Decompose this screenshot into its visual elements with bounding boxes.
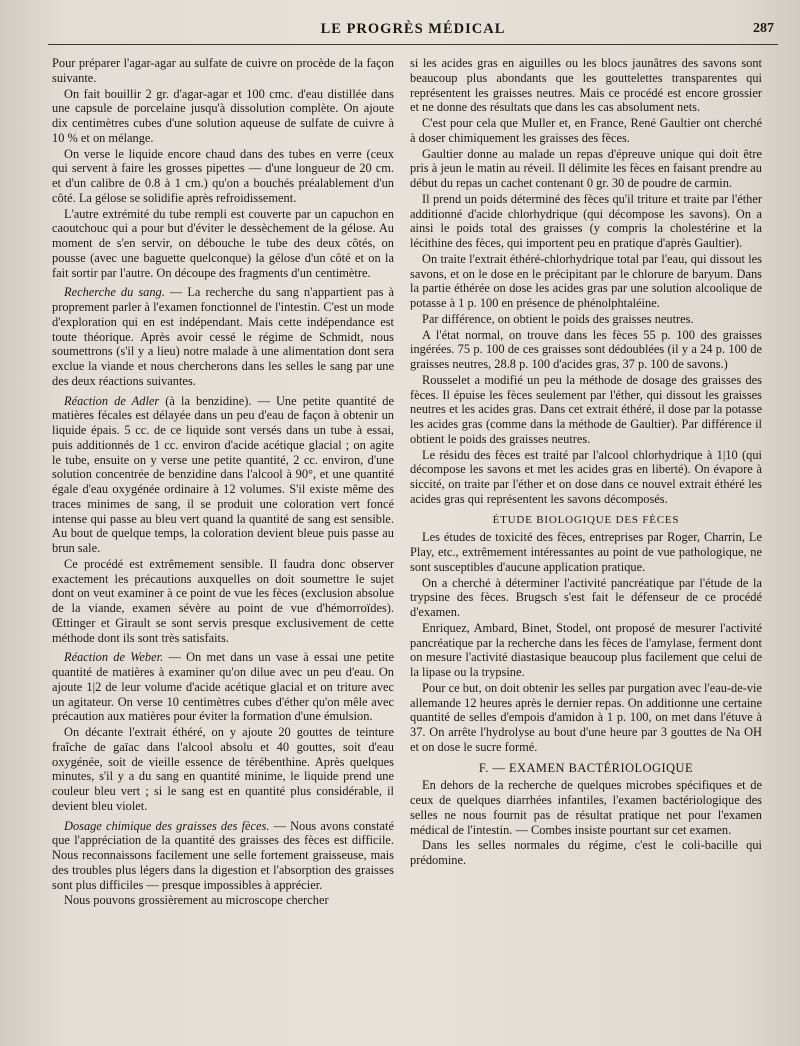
paragraph-dosage-graisses (52, 819, 394, 893)
paragraph: C'est pour cela que Muller et, en France, René Gaultier ont cherché à doser chimiquement les graisses des fèces. (410, 116, 762, 145)
paragraph-text: — La recherche du sang n'appartient pas à proprement parler à l'examen fonctionnel de l'intestin. C'est un mode d'exploration qui en est indépendant. Mais cette indépendance est toute théorique. Après avoir cessé le régime de Schmidt, nous soumettrons (s'il y a lieu) notre malade à une alimentation dont sera exclue la viande et nous chercherons dans les selles le sang par une des deux réactions suivantes. (52, 285, 394, 388)
running-title: LE PROGRÈS MÉDICAL (320, 21, 506, 37)
paragraph: On traite l'extrait éthéré-chlorhydrique total par l'eau, qui dissout les savons, et on le dose en le précipitant par le chlorure de baryum. Dans la partie éthérée on dose les acides gras par une solution alcoolique de potasse à 1 p. 100 en présence de phénolphtaléine. (410, 251, 762, 310)
paragraph: Enriquez, Ambard, Binet, Stodel, ont proposé de mesurer l'activité pancréatique par la recherche dans les fèces de l'amylase, ferment dont on mesure l'activité diastasique beaucoup plus facilement que celui de la lipase ou la trypsine. (410, 620, 762, 679)
page-header (48, 18, 778, 45)
paragraph: Dans les selles normales du régime, c'est le coli-bacille qui prédomine. (410, 838, 762, 867)
paragraph: Rousselet a modifié un peu la méthode de dosage des graisses des fèces. Il épuise les fèces seulement par l'éther, qui dissout les graisses neutres et les acides gras. Dans cet extrait éthéré, il dose par la potasse les acides gras (comme dans la méthode de Gaultier). Par différence il obtient le poids des graisses neutres. (410, 372, 762, 446)
paragraph-recherche-du-sang (52, 285, 394, 388)
page-number: 287 (753, 21, 774, 36)
paragraph: Gaultier donne au malade un repas d'épreuve unique qui doit être pris à jeun le matin au réveil. Il délimite les fèces en faisant prendre au début du repas un cachet contenant 0 gr. 30 de poudre de carmin. (410, 146, 762, 190)
paragraph: En dehors de la recherche de quelques microbes spécifiques et de ceux de quelques diarrhées infantiles, l'examen bactériologique des selles ne nous fournit pas de résultat pratique net pour l'examen médical de l'intestin. — Combes insiste pourtant sur cet examen. (410, 778, 762, 837)
paragraph-lead: Réaction de Weber. (64, 650, 164, 665)
paragraph-lead: Recherche du sang. (64, 285, 165, 300)
paragraph-text: — Nous avons constaté que l'appréciation de la quantité des graisses des fèces est difficile. Nous reconnaissons facilement une selle fortement graisseuse, mais des troubles plus légers dans la digestion et l'absorption des graisses sont plus difficiles — presque impossibles à apprécier. (52, 818, 395, 892)
paragraph: On verse le liquide encore chaud dans des tubes en verre (ceux qui servent à faire les grosses pipettes — d'une longueur de 20 cm. et d'un calibre de 0.8 à 1 cm.) qu'on a bouchés préalablement d'un côté. La gélose se solidifie après refroidissement. (52, 146, 394, 205)
paragraph: On a cherché à déterminer l'activité pancréatique par l'étude de la trypsine des fèces. Brugsch s'est fait le défenseur de ce procédé d'examen. (410, 575, 762, 619)
paragraph: Nous pouvons grossièrement au microscope chercher (64, 893, 329, 908)
right-column (410, 56, 762, 869)
paragraph: Pour préparer l'agar-agar au sulfate de cuivre on procède de la façon suivante. (52, 56, 394, 85)
paragraph: Le résidu des fèces est traité par l'alcool chlorhydrique à 1|10 (qui décompose les savons et met les acides gras en liberté). On évapore à siccité, on traite par l'éther et on dose dans ce nouvel extrait éthéré les acides gras qui représentent les savons décomposés. (410, 447, 762, 506)
paragraph: Les études de toxicité des fèces, entreprises par Roger, Charrin, Le Play, etc., extrêmement intéressantes au point de vue pathologique, ne sont susceptibles d'aucune application pratique. (410, 530, 762, 574)
paragraph: On décante l'extrait éthéré, on y ajoute 20 gouttes de teinture fraîche de gaïac dans l'alcool absolu et 40 gouttes, soit d'eau oxygénée, soit de vieille essence de térébenthine. Après quelques minutes, s'il y a du sang en quantité minime, le liquide prend une couleur bleu vert ; si le sang est en quantité plus considérable, il devient bleu violet. (52, 725, 394, 813)
paragraph-text: (à la benzidine). — Une petite quantité de matières fécales est délayée dans un peu d'eau de façon à obtenir un liquide épais. 5 cc. de ce liquide sont versés dans un tube à essai, puis additionnés de 1 cc. environ d'acide acétique glacial ; on agite le tube, ensuite on y verse une petite quantité, 2 cc. environ, d'une solution concentrée de benzidine dans l'alcool à 90°, et une quantité égale d'eau oxygénée ordinaire à 12 volumes. S'il existe même des traces minimes de sang, il se produit une coloration vert foncé intense qui passe au bleu vert quand la quantité de sang est sensible. Au bout de quelque temps, la coloration devient bleue puis passe au brun sale. (52, 393, 395, 555)
paragraph: si les acides gras en aiguilles ou les blocs jaunâtres des savons sont beaucoup plus abondants que les gouttelettes transparentes qui représentent les graisses neutres. Mais ce procédé est encore grossier et ne donne des résultats que dans les cas absolument nets. (410, 56, 762, 115)
paragraph: Par différence, on obtient le poids des graisses neutres. (422, 311, 694, 326)
paragraph: Pour ce but, on doit obtenir les selles par purgation avec l'eau-de-vie allemande 12 heures après le dernier repas. On additionne une certaine quantité de selles d'empois d'amidon à 1 p. 100, on met dans l'étuve à 37. On arrête l'hydrolyse au bout d'une heure par 3 gouttes de Na OH et on dose le sucre formé. (410, 680, 762, 754)
paragraph: On fait bouillir 2 gr. d'agar-agar et 100 cmc. d'eau distillée dans une capsule de porcelaine jusqu'à dissolution complète. On ajoute dix centimètres cubes d'une solution aqueuse de sulfate de cuivre à 10 % et on mélange. (52, 86, 394, 145)
paragraph-lead: Dosage chimique des graisses des fèces. (64, 818, 270, 833)
paragraph: Il prend un poids déterminé des fèces qu'il triture et traite par l'éther additionné d'acide chlorhydrique (qui décompose les savons). On a ainsi le poids total des graisses (y compris la cholestérine et la lécithine des fèces, qui importent peu en pratique d'après Gaultier). (410, 191, 762, 250)
paragraph-reaction-weber (52, 650, 394, 724)
section-heading-etude-biologique: ÉTUDE BIOLOGIQUE DES FÈCES (492, 513, 680, 526)
paragraph: A l'état normal, on trouve dans les fèces 55 p. 100 des graisses ingérées. 75 p. 100 de ces graisses sont dédoublées (il y a 24 p. 100 de graisses neutres, 28.8 p. 100 d'acides gras, 37 p. 100 de savons.) (410, 327, 762, 371)
section-heading-examen-bacteriologique: F. — EXAMEN BACTÉRIOLOGIQUE (478, 760, 694, 775)
paragraph: Ce procédé est extrêmement sensible. Il faudra donc observer exactement les précautions auxquelles on doit soumettre le sujet dont on veut examiner à ce point de vue les fèces (exclusion absolue de la viande, examen sévère au point de vue d'hémorroïdes). Œttinger et Girault se sont servis presque exclusivement de cette méthode dont ils sont très satisfaits. (52, 556, 394, 645)
paragraph-lead: Réaction de Adler (64, 393, 160, 408)
left-column (52, 56, 394, 909)
paragraph: L'autre extrémité du tube rempli est couverte par un capuchon en caoutchouc qui a pour but d'éviter le dessèchement de la gélose. Au moment de s'en servir, on débouche le tube des deux côtés, on pousse (avec une baguette quelconque) la gélose d'un côté et on la fait sortir par l'autre. On découpe des fragments d'un centimètre. (52, 206, 394, 280)
paragraph-reaction-adler (52, 394, 394, 556)
paragraph-text: — On met dans un vase à essai une petite quantité de matières à examiner qu'on dilue avec un peu d'eau. On ajoute 1|2 de leur volume d'acide acétique glacial et on triture avec un agitateur. On verse 10 centimètres cubes d'éther qu'on mêle avec précaution aux matières pour éviter la formation d'une émulsion. (52, 650, 394, 724)
